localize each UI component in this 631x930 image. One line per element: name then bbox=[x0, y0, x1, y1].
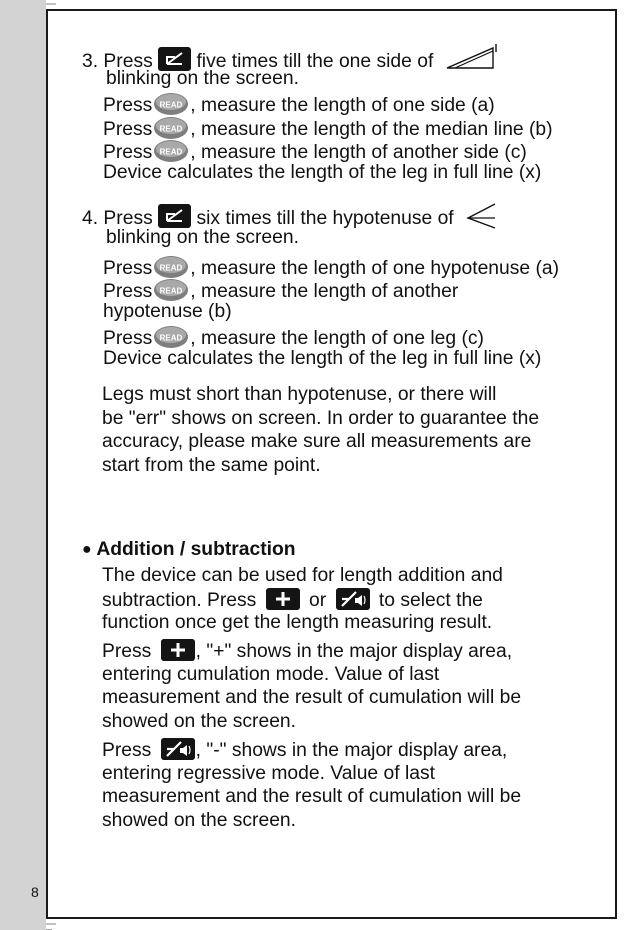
mode-button-icon bbox=[158, 204, 191, 228]
p1-line1: The device can be used for length addition and bbox=[102, 565, 503, 586]
step3-read1 bbox=[103, 91, 495, 117]
section-heading bbox=[82, 538, 296, 561]
p2-line3: measurement and the result of cumulation will be bbox=[102, 687, 522, 708]
read-button-icon bbox=[152, 91, 190, 117]
step4-line2: blinking on the screen. bbox=[106, 227, 299, 248]
step4-text: 4. Press bbox=[82, 208, 159, 229]
p3-line2: entering regressive mode. Value of last bbox=[102, 763, 435, 784]
step3-text: 3. Press bbox=[82, 51, 159, 72]
note-line1: Legs must short than hypotenuse, or there will bbox=[102, 384, 497, 405]
note-line2: be "err" shows on screen. In order to guarantee the bbox=[102, 408, 540, 429]
p1-text: to select the bbox=[378, 590, 483, 611]
p3-line3: measurement and the result of cumulation will be bbox=[102, 786, 522, 807]
p3-text: , "-" shows in the major display area, bbox=[195, 740, 508, 761]
note-line3: accuracy, please make sure all measurements are bbox=[102, 431, 532, 452]
press-word: Press bbox=[103, 258, 153, 279]
step4-line6: Device calculates the length of the leg in full line (x) bbox=[103, 348, 542, 369]
press-word: Press bbox=[103, 119, 153, 140]
section-heading-text: Addition / subtraction bbox=[96, 539, 296, 560]
step4-read-text: , measure the length of one leg (c) bbox=[190, 328, 484, 349]
press-word: Press bbox=[103, 95, 153, 116]
press-word: Press bbox=[103, 281, 153, 302]
step4-read-text: , measure the length of another bbox=[190, 281, 459, 302]
step4-read-text: , measure the length of one hypotenuse (a) bbox=[190, 258, 560, 279]
page-number: 8 bbox=[31, 884, 39, 900]
minus-mute-button-icon bbox=[336, 588, 370, 610]
p1-line2 bbox=[102, 588, 483, 612]
step4-line4: hypotenuse (b) bbox=[103, 301, 232, 322]
plus-button-icon bbox=[161, 639, 195, 661]
step4-text: six times till the hypotenuse of bbox=[191, 208, 454, 229]
p1-text: subtraction. Press bbox=[102, 590, 257, 611]
minus-mute-button-icon bbox=[161, 738, 195, 760]
p2-line4: showed on the screen. bbox=[102, 711, 297, 732]
step3-line2: blinking on the screen. bbox=[106, 68, 299, 89]
step3-read-text: , measure the length of one side (a) bbox=[190, 95, 495, 116]
plus-button-icon bbox=[266, 588, 300, 610]
p3-line1 bbox=[102, 738, 507, 762]
bullet: ● bbox=[82, 541, 92, 558]
p1-text: or bbox=[309, 590, 327, 611]
p2-line1 bbox=[102, 639, 512, 663]
step3-line6: Device calculates the length of the leg in full line (x) bbox=[103, 162, 542, 183]
note-line4: start from the same point. bbox=[102, 455, 321, 476]
step3-read-text: , measure the length of another side (c) bbox=[190, 142, 527, 163]
step3-read-text: , measure the length of the median line (b) bbox=[190, 119, 553, 140]
p3-line4: showed on the screen. bbox=[102, 810, 297, 831]
step3-text: five times till the one side of bbox=[191, 51, 434, 72]
p2-text: , "+" shows in the major display area, bbox=[195, 641, 513, 662]
triangle-side-icon bbox=[445, 44, 497, 70]
triangle-hypotenuse-icon bbox=[465, 202, 497, 230]
press-word: Press bbox=[103, 142, 153, 163]
press-word: Press bbox=[103, 328, 153, 349]
p2-line2: entering cumulation mode. Value of last bbox=[102, 664, 440, 685]
press-word: Press bbox=[102, 641, 152, 662]
p1-line3: function once get the length measuring result. bbox=[102, 612, 493, 633]
press-word: Press bbox=[102, 740, 152, 761]
